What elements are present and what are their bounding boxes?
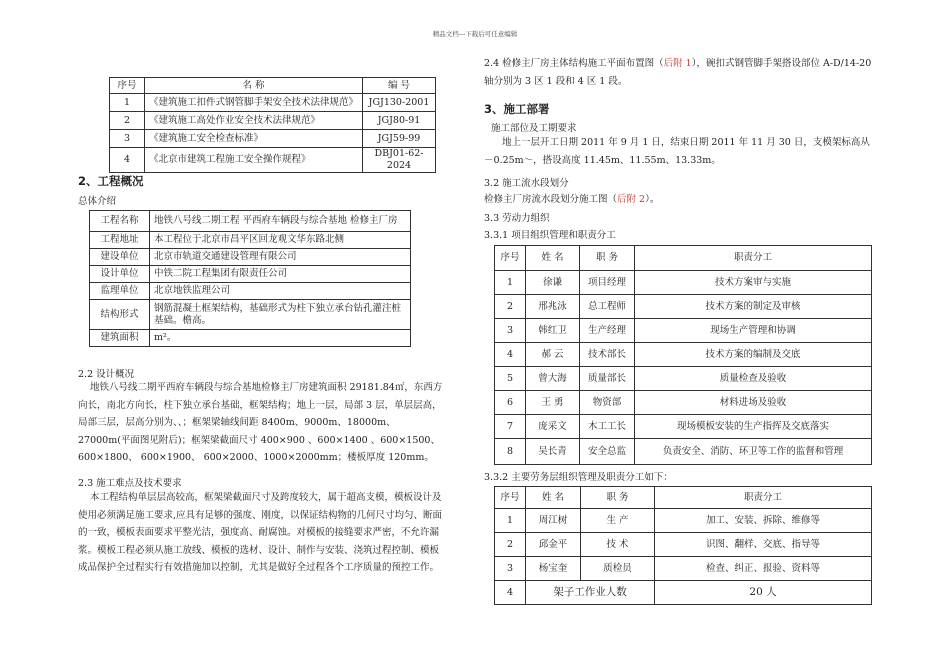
table-row: 1 徐谦 项目经理 技术方案审与实施 <box>495 271 872 295</box>
page-header: 精品文档---下载后可任意编辑 <box>432 30 518 38</box>
difficulty-paragraph: 本工程结构单层层高较高，框架梁截面尺寸及跨度较大，属于超高支模，模板设计及使用必须满足施工要求,应具有足够的强度、刚度，以保证结构物的几何尺寸均匀、断面的一致，模板表面要求平整光洁，强度高、耐腐蚀。对模板的接缝要求严密，不允许漏浆。模板工程必须从施工放线、模板的选材、设计、制作与安装、浇筑过程控制、模板成品保护全过程实行有效措施加以控制，尤其是做好全过程各个工序质量的预控工作。 <box>78 492 443 574</box>
appendix-2-ref: 后附 2 <box>617 194 646 205</box>
design-paragraph: 地铁八号线二期平西府车辆段与综合基地检修主厂房建筑面积 29181.84㎡，东西方向长，南北方向长，柱下独立承台基础，框架结构；地上一层，局部 3 层，单层层高，局部三层，层高分别为、、；框架梁轴线间距 8400m、9000m、18000m、27000m(平面图见附后)；框架梁截面尺寸 400×900 、600×1400 、600×1500、600×1800、 600×1900、 600×2000、1000×2000mm；楼板厚度 120mm。 <box>78 382 443 464</box>
th-code: 编 号 <box>363 78 436 94</box>
section-2-title: 2、工程概况 <box>78 174 144 188</box>
table-row: 工程名称 地铁八号线二期工程 平西府车辆段与综合基地 检修主厂房 <box>90 211 411 232</box>
project-info-table <box>89 210 411 347</box>
table-row: 建设单位 北京市轨道交通建设管理有限公司 <box>90 249 411 266</box>
th-no: 序号 <box>110 78 145 94</box>
table-row: 1 周江树 生 产 加工、安装、拆除、维修等 <box>495 509 872 533</box>
table-row: 工程地址 本工程位于北京市昌平区回龙观文华东路北侧 <box>90 232 411 249</box>
sub-3-1: 施工部位及工期要求 <box>491 123 577 134</box>
table-row: 设计单位 中铁二院工程集团有限责任公司 <box>90 266 411 283</box>
table-row: 3 杨宝奎 质检员 检查、纠正、报验、资料等 <box>495 557 872 581</box>
para-2-4: 2.4 检修主厂房主体结构施工平面布置图（后附 1），碗扣式钢管脚手架搭设部位 A-D/14-20 轴分别为 3 区 1 段和 4 区 1 段。 <box>484 58 872 87</box>
management-table: 序号 姓 名 职 务 职责分工 1 徐谦 项目经理 技术方案审与实施 2 邢兆泳 总工程师 技术方案的制定及审核 3 韩红卫 生产经理 现场生产管理和协调 4 郝 云 技术部长 技术方案的编制及交底 5 曾大海 质量部长 质量检查及验收 6 王 勇 物资部 材料进场及验收 7 庞采文 木工工长 现场模板安装的生产指挥及交底落实 8 吴长青 安全总监 负责安全、消防、环卫等工作的监督和管理 <box>494 245 872 465</box>
section-3-title: 3、施工部署 <box>484 102 550 116</box>
table-row: 2 《建筑施工高处作业安全技术法律规范》 JGJ80-91 <box>110 112 436 130</box>
th-name: 名 称 <box>145 78 363 94</box>
sub-2-2: 2.2 设计概况 <box>78 369 135 380</box>
sub-3-3: 3.3 劳动力组织 <box>484 213 550 224</box>
schedule-paragraph: 地上一层开工日期 2011 年 9 月 1 日，结束日期 2011 年 11 月 30 日，支模架标高从－0.25m～，搭设高度 11.45m、11.55m、13.33m。 <box>484 137 870 166</box>
sub-2-3: 2.3 施工难点及技术要求 <box>78 478 182 489</box>
sub-3-2: 3.2 施工流水段划分 <box>484 178 569 189</box>
table-row: 6 王 勇 物资部 材料进场及验收 <box>495 391 872 415</box>
standards-table <box>109 77 436 173</box>
table-row: 1 《建筑施工扣件式钢管脚手架安全技术法律规范》 JGJ130-2001 <box>110 94 436 112</box>
table-row: 2 邱金平 技 术 识图、翻样、交底、指导等 <box>495 533 872 557</box>
table-row: 4 《北京市建筑工程施工安全操作规程》 DBJ01-62-2024 <box>110 148 436 173</box>
table-row: 2 邢兆泳 总工程师 技术方案的制定及审核 <box>495 295 872 319</box>
appendix-1-ref: 后附 1 <box>663 58 692 69</box>
table-row: 4 郝 云 技术部长 技术方案的编制及交底 <box>495 343 872 367</box>
sub-3-3-2: 3.3.2 主要劳务层组织管理及职责分工如下： <box>484 472 673 483</box>
table-row: 7 庞采文 木工工长 现场模板安装的生产指挥及交底落实 <box>495 415 872 439</box>
table-row: 3 《建筑施工安全检查标准》 JGJ59-99 <box>110 130 436 148</box>
table-row: 结构形式 钢筋混凝土框架结构，基础形式为柱下独立承台钻孔灌注桩基础。檐高。 <box>90 300 411 330</box>
table-row: 4 架子工作业人数 20 人 <box>495 581 872 605</box>
table-row: 8 吴长青 安全总监 负责安全、消防、环卫等工作的监督和管理 <box>495 439 872 465</box>
table-row: 建筑面积 m²。 <box>90 330 411 347</box>
table-row: 监理单位 北京地铁监理公司 <box>90 283 411 300</box>
overview-subtitle: 总体介绍 <box>78 196 117 207</box>
table-row: 5 曾大海 质量部长 质量检查及验收 <box>495 367 872 391</box>
flow-paragraph: 检修主厂房流水段划分施工图（后附 2）。 <box>484 194 660 205</box>
labor-table: 序号 姓 名 职 务 职责分工 1 周江树 生 产 加工、安装、拆除、维修等 2 邱金平 技 术 识图、翻样、交底、指导等 3 杨宝奎 质检员 检查、纠正、报验、资料等 4 架子工作业人数 20 人 <box>494 486 872 605</box>
sub-3-3-1: 3.3.1 项目组织管理和职责分工 <box>484 230 616 241</box>
table-row: 3 韩红卫 生产经理 现场生产管理和协调 <box>495 319 872 343</box>
